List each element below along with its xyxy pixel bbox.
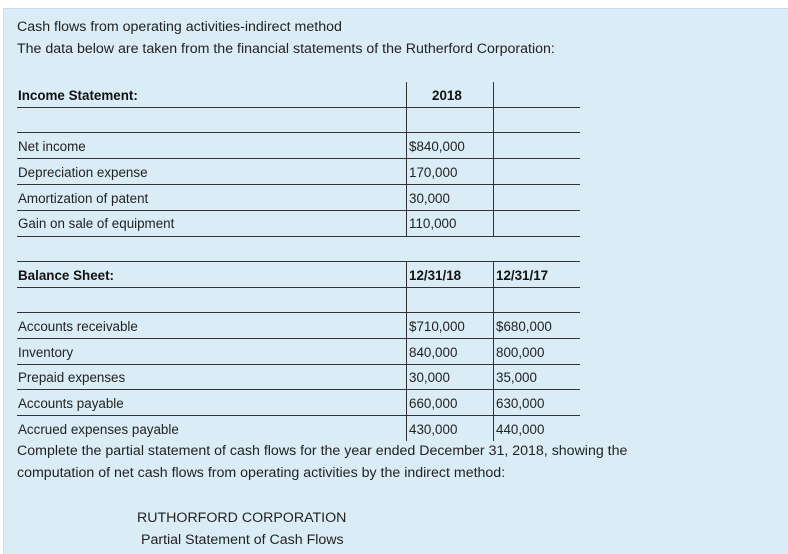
problem-description: The data below are taken from the financial statements of the Rutherford Corporation: bbox=[17, 41, 555, 57]
balance-row-value-2017: 630,000 bbox=[496, 396, 545, 411]
income-year-header: 2018 bbox=[432, 88, 462, 103]
divider bbox=[17, 312, 580, 313]
divider bbox=[17, 184, 580, 185]
balance-sheet-label: Balance Sheet: bbox=[18, 268, 115, 283]
balance-row-value-2018: 660,000 bbox=[409, 396, 458, 411]
statement-company-name: RUTHORFORD CORPORATION bbox=[137, 510, 347, 526]
divider bbox=[17, 389, 580, 390]
divider bbox=[17, 287, 580, 288]
income-row-value: 30,000 bbox=[409, 191, 450, 206]
column-divider bbox=[493, 82, 494, 236]
column-divider bbox=[406, 82, 407, 236]
instructions-line-1: Complete the partial statement of cash flows for the year ended December 31, 2018, showing the bbox=[17, 443, 628, 459]
divider bbox=[17, 261, 580, 262]
income-row-label: Net income bbox=[18, 139, 86, 154]
balance-row-label: Inventory bbox=[18, 345, 74, 360]
balance-row-label: Accrued expenses payable bbox=[18, 422, 179, 437]
divider bbox=[17, 236, 580, 237]
balance-row-label: Accounts receivable bbox=[18, 319, 138, 334]
statement-title: Partial Statement of Cash Flows bbox=[141, 532, 344, 548]
balance-row-value-2017: 440,000 bbox=[496, 422, 545, 437]
divider bbox=[17, 364, 580, 365]
income-row-label: Amortization of patent bbox=[18, 191, 149, 206]
income-row-value: 170,000 bbox=[409, 165, 458, 180]
divider bbox=[17, 107, 580, 108]
income-row-label: Gain on sale of equipment bbox=[18, 216, 175, 231]
column-divider bbox=[406, 261, 407, 441]
balance-row-label: Prepaid expenses bbox=[18, 370, 126, 385]
divider bbox=[17, 132, 580, 133]
divider bbox=[17, 415, 580, 416]
balance-col-2018-header: 12/31/18 bbox=[409, 268, 462, 283]
balance-row-value-2018: 430,000 bbox=[409, 422, 458, 437]
balance-row-label: Accounts payable bbox=[18, 396, 124, 411]
divider bbox=[17, 338, 580, 339]
balance-row-value-2018: $710,000 bbox=[409, 319, 465, 334]
income-row-value: $840,000 bbox=[409, 139, 465, 154]
divider bbox=[17, 210, 580, 211]
balance-row-value-2017: 800,000 bbox=[496, 345, 545, 360]
instructions-line-2: computation of net cash flows from operating activities by the indirect method: bbox=[17, 465, 506, 481]
problem-title: Cash flows from operating activities-indirect method bbox=[17, 19, 342, 35]
column-divider bbox=[493, 261, 494, 441]
balance-row-value-2018: 30,000 bbox=[409, 370, 450, 385]
balance-row-value-2018: 840,000 bbox=[409, 345, 458, 360]
divider bbox=[17, 158, 580, 159]
income-row-value: 110,000 bbox=[409, 216, 457, 231]
income-row-label: Depreciation expense bbox=[18, 165, 148, 180]
balance-row-value-2017: 35,000 bbox=[496, 370, 537, 385]
balance-row-value-2017: $680,000 bbox=[496, 319, 552, 334]
balance-col-2017-header: 12/31/17 bbox=[496, 268, 549, 283]
income-statement-label: Income Statement: bbox=[18, 88, 138, 103]
